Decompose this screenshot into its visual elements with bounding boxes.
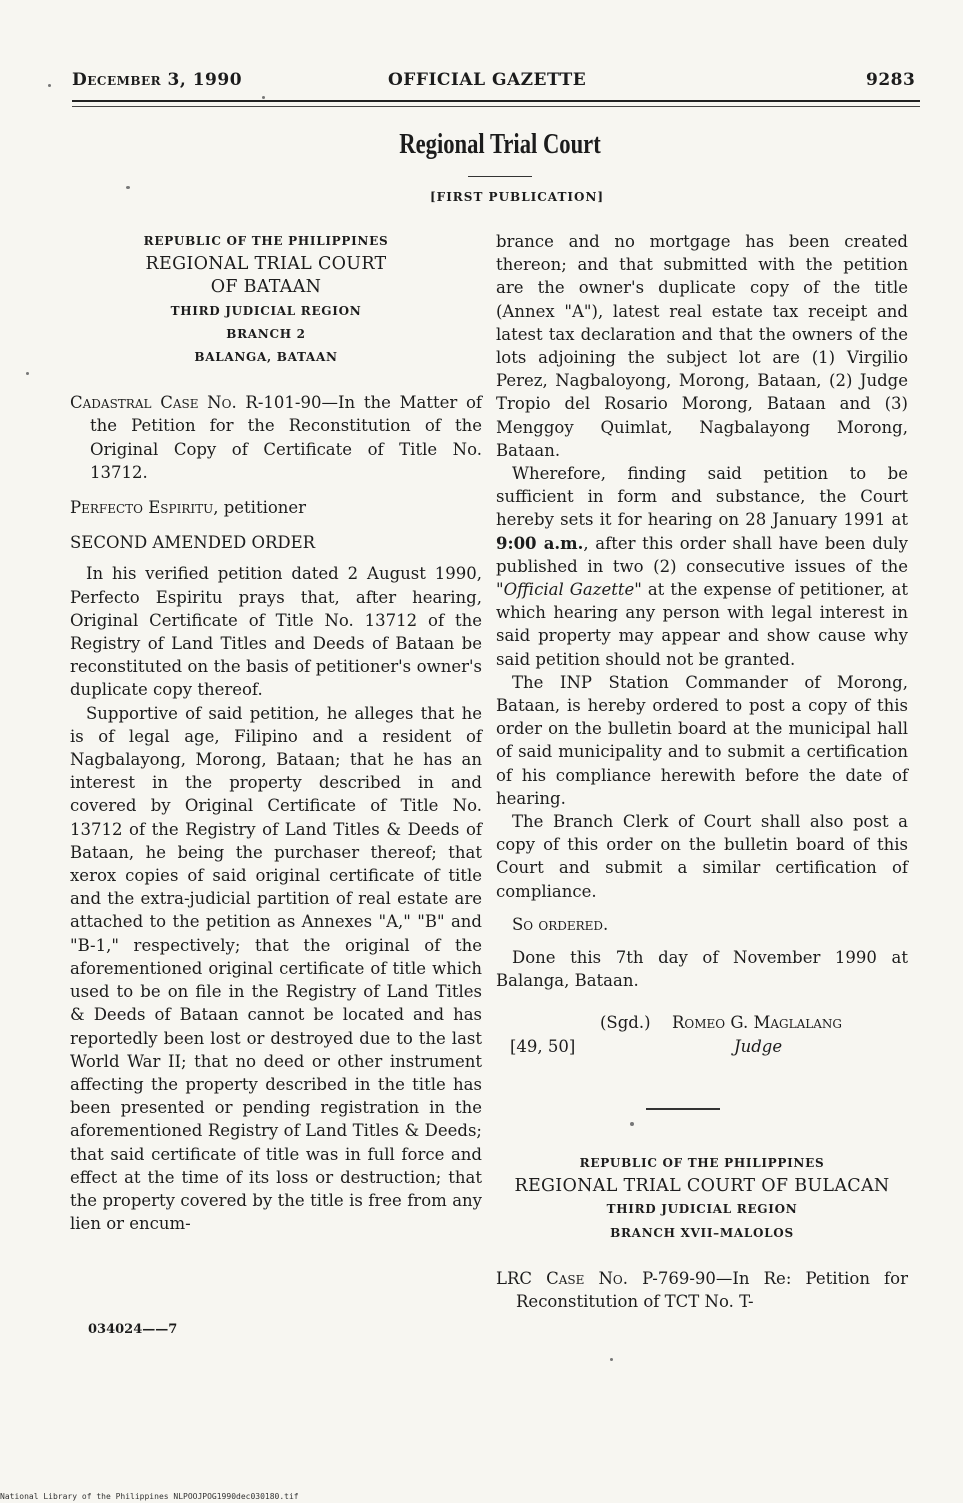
case-label-2: LRC Case No. xyxy=(496,1268,628,1288)
publication-note: [FIRST PUBLICATION] xyxy=(430,190,605,204)
signature-sgd: (Sgd.) xyxy=(600,1012,651,1032)
petitioner-role: petitioner xyxy=(223,498,307,518)
header-publication: OFFICIAL GAZETTE xyxy=(388,70,587,90)
left-column xyxy=(70,230,482,1235)
footer-credit: National Library of the Philippines NLPOOJPOG1990dec030180.tif xyxy=(0,1492,299,1501)
caption-line: BALANGA, BATAAN xyxy=(194,350,338,365)
right-column xyxy=(496,230,908,1061)
judge-title: Judge xyxy=(734,1036,783,1056)
gazette-name: "Official Gazette" xyxy=(496,580,642,600)
scan-speck xyxy=(126,186,130,189)
so-ordered: So ordered. xyxy=(512,914,609,934)
paragraph-3-text: Wherefore, finding said petition to be sufficient in form and substance, the Court hereby sets it for hearing on 28 January 1991 at xyxy=(496,464,908,530)
case-description: R-101-90—In the Matter of the Petition for the Reconstitution of the Original Copy of Certificate of Title No. 13712. xyxy=(90,393,482,482)
case-title-2 xyxy=(496,1267,908,1313)
separator-rule xyxy=(646,1108,720,1110)
caption-line: THIRD JUDICIAL REGION xyxy=(170,303,362,318)
case-description-2: P-769-90—In Re: Petition for Reconstitution of TCT No. T- xyxy=(516,1268,908,1312)
paragraph-2-continued: brance and no mortgage has been created thereon; and that submitted with the petition are the owner's duplicate copy of the title (Annex "A"), latest real estate tax receipt and latest tax declaration and that the owners of the lots adjoining the subject lot are (1) Virgilio Perez, Nagbaloyong, Morong, Bataan, (2) Judge Tropio del Rosario Morong, Bataan and (3) Menggoy Quimlat, Nagbalayong Morong, Bataan. xyxy=(496,232,908,460)
petitioner-name: Perfecto Espiritu, xyxy=(70,498,219,518)
caption-line: REPUBLIC OF THE PHILIPPINES xyxy=(143,234,389,248)
scan-speck xyxy=(610,1358,613,1361)
paragraph-2: Supportive of said petition, he alleges that he is of legal age, Filipino and a resident of Nagbalayong, Morong, Bataan; that he has an interest in the property described in and covered by Original Certificate of Title No. 13712 of the Registry of Land Titles & Deeds of Bataan, he being the purchaser thereof; that xerox copies of said original certificate of title and the extra-judicial partition of real estate are attached to the petition as Annexes "A," "B" and "B-1," respectively; that the original of the aforementioned original certificate of title which used to be on file in the Registry of Land Titles & Deeds of Bataan cannot be located and has reportedly been lost or destroyed due to the last World War II; that no deed or other instrument affecting the property described in the title has been presented or pending registration in the aforementioned Registry of Land Titles & Deeds; that said certificate of title was in full force and effect at the time of its loss or destruction; that the property covered by the title is free from any lien or encum- xyxy=(70,703,482,1234)
scan-speck xyxy=(26,372,29,375)
caption-line: REPUBLIC OF THE PHILIPPINES xyxy=(579,1156,825,1170)
paragraph-3-text: , after this order shall have been duly published in two (2) consecutive issues of the xyxy=(496,533,909,576)
header-rule xyxy=(72,100,920,102)
scan-speck xyxy=(48,84,51,87)
scan-speck xyxy=(630,1122,634,1126)
second-notice xyxy=(496,1152,908,1313)
caption-line: THIRD JUDICIAL REGION xyxy=(606,1202,798,1217)
paragraph-4: The INP Station Commander of Morong, Bataan, is hereby ordered to post a copy of this order on the bulletin board at the municipal hall of said municipality and to submit a certification of his compliance herewith before the date of hearing. xyxy=(496,672,908,808)
caption-line: REGIONAL TRIAL COURT xyxy=(145,254,387,275)
caption-line: BRANCH XVII–MALOLOS xyxy=(610,1225,794,1240)
section-title: Regional Trial Court xyxy=(399,128,601,160)
header-rule-thin xyxy=(72,106,920,107)
paragraph-3-text: at the expense of petitioner, at which hearing any person with legal interest in said property may appear and show cause why said petition should not be granted. xyxy=(496,580,908,669)
scan-speck xyxy=(262,96,265,99)
order-title: SECOND AMENDED ORDER xyxy=(70,533,316,553)
paragraph-1: In his verified petition dated 2 August 1990, Perfecto Espiritu prays that, after hearing, Original Certificate of Title No. 13712 of the Registry of Land Titles and Deeds of Bataan be reconstituted on the basis of petitioner's owner's duplicate copy thereof. xyxy=(70,564,482,700)
paragraph-5: The Branch Clerk of Court shall also post a copy of this order on the bulletin board of this Court and submit a similar certification of compliance. xyxy=(496,812,908,901)
petitioner-line xyxy=(70,496,482,519)
header-page-number: 9283 xyxy=(866,70,916,90)
case-title xyxy=(70,391,482,484)
print-code: 034024——7 xyxy=(88,1322,178,1337)
hearing-time: 9:00 a.m. xyxy=(496,533,584,553)
case-label: Cadastral Case No. xyxy=(70,393,237,413)
caption-line: REGIONAL TRIAL COURT OF BULACAN xyxy=(514,1176,890,1197)
judge-name: Romeo G. Maglalang xyxy=(672,1012,842,1032)
caption-line: BRANCH 2 xyxy=(226,326,306,341)
done-line: Done this 7th day of November 1990 at Balanga, Bataan. xyxy=(496,948,908,991)
issue-reference: [49, 50] xyxy=(510,1036,576,1056)
caption-line: OF BATAAN xyxy=(210,277,322,298)
title-rule xyxy=(468,176,532,177)
paragraph-3 xyxy=(496,462,908,671)
signature-block xyxy=(496,1011,908,1061)
header-date: December 3, 1990 xyxy=(72,70,243,90)
